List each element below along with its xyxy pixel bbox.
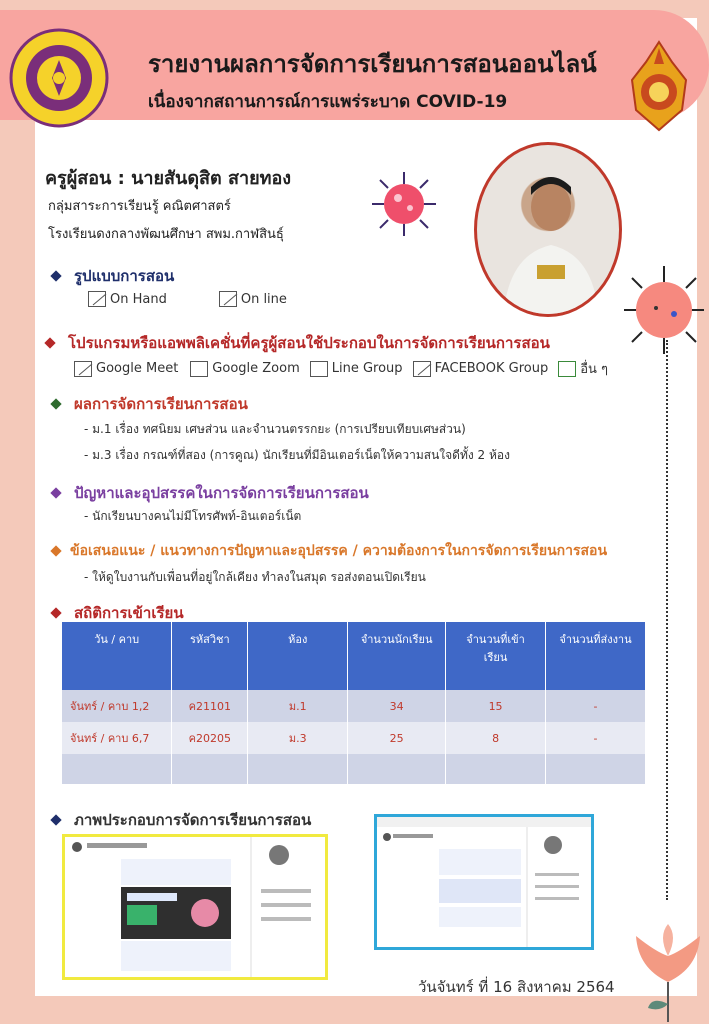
report-title: รายงานผลการจัดการเรียนการสอนออนไลน์: [148, 50, 597, 78]
section-suggestions: [52, 540, 607, 562]
screenshot-facebook-group-1: [62, 834, 328, 980]
option-label: FACEBOOK Group: [434, 361, 549, 376]
column-header: รหัสวิชา: [172, 622, 248, 690]
suggestion-line: - ให้ดูใบงานกับเพื่อนที่อยู่ใกล้เคียง ทำลงในสมุด รอส่งตอนเปิดเรียน: [84, 570, 426, 584]
table-cell: ม.1: [248, 690, 348, 722]
result-line: - ม.3 เรื่อง กรณฑ์ที่สอง (การคูณ) นักเรียนที่มีอินเตอร์เน็ตให้ความสนใจดีทั้ง 2 ห้อง: [84, 448, 510, 462]
chat-screenshot-icon: [65, 837, 325, 977]
option-label: Google Meet: [96, 361, 179, 376]
obec-emblem-icon: [626, 40, 692, 132]
table-row-empty: [62, 754, 646, 784]
flower-decoration-icon: [630, 922, 706, 1022]
teacher-name: ครูผู้สอน : นายสันดุสิต สายทอง: [45, 168, 292, 189]
program-options: [74, 358, 608, 379]
table-cell: ม.3: [248, 722, 348, 754]
teacher-portrait-icon: [477, 145, 622, 317]
table-cell: จันทร์ / คาบ 1,2: [62, 690, 172, 722]
section-photos: [52, 808, 311, 832]
table-cell: 8: [446, 722, 546, 754]
table-row: [62, 722, 646, 754]
bullet-icon: [50, 814, 61, 825]
format-options: [88, 291, 287, 307]
teacher-school: โรงเรียนดงกลางพัฒนศึกษา สพม.กาฬสินธุ์: [48, 227, 284, 242]
report-subtitle: เนื่องจากสถานการณ์การแพร่ระบาด COVID-19: [148, 92, 508, 112]
checkbox-line-group[interactable]: [310, 361, 328, 377]
section-heading: ผลการจัดการเรียนการสอน: [74, 395, 248, 413]
section-heading: ปัญหาและอุปสรรคในการจัดการเรียนการสอน: [74, 484, 369, 502]
section-heading: รูปแบบการสอน: [74, 267, 175, 285]
result-line: - ม.1 เรื่อง ทศนิยม เศษส่วน และจำนวนตรรกยะ (การเปรียบเทียบเศษส่วน): [84, 422, 466, 436]
chat-screenshot-icon: [377, 817, 591, 947]
table-cell: 15: [446, 690, 546, 722]
section-teaching-format: [52, 264, 174, 288]
column-header: จำนวนที่ส่งงาน: [546, 622, 646, 690]
option-label: Google Zoom: [212, 361, 300, 376]
table-row: [62, 690, 646, 722]
bullet-icon: [44, 337, 55, 348]
bullet-icon: [50, 398, 61, 409]
bullet-icon: [50, 270, 61, 281]
section-heading: ภาพประกอบการจัดการเรียนการสอน: [74, 811, 312, 829]
table-cell: -: [546, 722, 646, 754]
table-cell: ค20205: [172, 722, 248, 754]
option-label: On line: [240, 291, 287, 307]
section-programs: [46, 331, 550, 355]
table-header-row: [62, 622, 646, 690]
checkbox-facebook-group[interactable]: [413, 361, 431, 377]
table-cell: 34: [348, 690, 446, 722]
screenshot-facebook-group-2: [374, 814, 594, 950]
attendance-table: [62, 622, 646, 784]
section-heading: สถิติการเข้าเรียน: [74, 604, 184, 622]
problem-line: - นักเรียนบางคนไม่มีโทรศัพท์-อินเตอร์เน็ต: [84, 509, 302, 523]
option-label: Line Group: [331, 361, 403, 376]
teacher-subject-group: กลุ่มสาระการเรียนรู้ คณิตศาสตร์: [48, 199, 231, 214]
section-heading: ข้อเสนอแนะ / แนวทางการปัญหาและอุปสรรค / ความต้องการในการจัดการเรียนการสอน: [70, 543, 608, 559]
table-cell: จันทร์ / คาบ 6,7: [62, 722, 172, 754]
section-heading: โปรแกรมหรือแอพพลิเคชั่นที่ครูผู้สอนใช้ประกอบในการจัดการเรียนการสอน: [68, 334, 550, 352]
section-problems: [52, 481, 369, 505]
decorative-dotted-line: [666, 340, 668, 900]
column-header: จำนวนที่เข้าเรียน: [446, 622, 546, 690]
column-header: ห้อง: [248, 622, 348, 690]
virus-decoration-icon: [368, 168, 440, 240]
bullet-icon: [50, 487, 61, 498]
checkbox-google-meet[interactable]: [74, 361, 92, 377]
table-cell: 25: [348, 722, 446, 754]
report-date: วันจันทร์ ที่ 16 สิงหาคม 2564: [418, 978, 615, 996]
column-header: จำนวนนักเรียน: [348, 622, 446, 690]
option-label: อื่น ๆ: [580, 362, 609, 377]
column-header: วัน / คาบ: [62, 622, 172, 690]
teacher-photo: [474, 142, 622, 317]
virus-decoration-large-icon: [620, 262, 708, 358]
checkbox-other[interactable]: [558, 361, 576, 377]
option-label: On Hand: [110, 291, 167, 307]
table-cell: ค21101: [172, 690, 248, 722]
checkbox-on-line[interactable]: [219, 291, 237, 307]
bullet-icon: [50, 545, 61, 556]
school-logo-icon: [6, 28, 112, 128]
table-cell: -: [546, 690, 646, 722]
section-results: [52, 392, 248, 416]
checkbox-on-hand[interactable]: [88, 291, 106, 307]
bullet-icon: [50, 607, 61, 618]
checkbox-google-zoom[interactable]: [190, 361, 208, 377]
